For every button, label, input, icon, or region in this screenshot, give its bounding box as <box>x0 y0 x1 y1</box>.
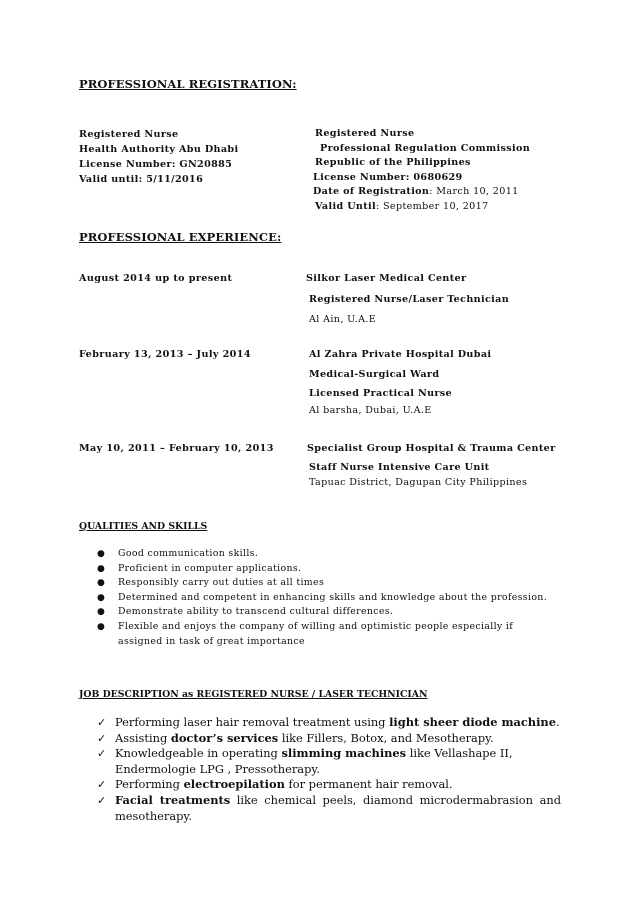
skill-item: ● Proficient in computer applications. <box>97 562 557 577</box>
ph-license <box>313 171 530 186</box>
ph-title: Registered Nurse <box>315 128 415 139</box>
job3-dates: May 10, 2011 – February 10, 2013 <box>79 443 274 454</box>
ph-valid-value: : September 10, 2017 <box>376 200 489 212</box>
skill-item: ● Responsibly carry out duties at all times <box>97 576 557 591</box>
ph-valid-label: Valid Until <box>315 200 377 212</box>
ph-date-registration <box>313 185 530 200</box>
job2-department: Medical-Surgical Ward <box>309 369 440 380</box>
ph-license-value: : 0680629 <box>405 171 463 183</box>
bullet-icon: ● <box>97 592 106 603</box>
checkmark-icon: ✓ <box>97 747 107 761</box>
checkmark-icon: ✓ <box>97 778 107 792</box>
uae-license: License Number: GN20885 <box>79 159 233 170</box>
bullet-icon: ● <box>97 578 106 589</box>
job1-dates: August 2014 up to present <box>79 273 233 284</box>
job2-dates: February 13, 2013 – July 2014 <box>79 349 251 360</box>
checkmark-icon: ✓ <box>97 793 107 807</box>
job1-location: Al Ain, U.A.E <box>309 314 377 325</box>
job-description-heading: JOB DESCRIPTION as REGISTERED NURSE / LASER TECHNICIAN <box>79 689 428 700</box>
checkmark-icon: ✓ <box>97 731 107 745</box>
duty-item: ✓ Performing electroepilation for permanent hair removal. <box>97 777 453 792</box>
bullet-icon: ● <box>97 549 106 559</box>
job3-location: Tapuac District, Dagupan City Philippines <box>309 477 528 488</box>
job2-position: Licensed Practical Nurse <box>309 388 453 399</box>
bullet-icon: ● <box>97 607 106 618</box>
skill-item: ● Determined and competent in enhancing skills and knowledge about the profession. <box>97 591 557 606</box>
uae-title: Registered Nurse <box>79 129 179 140</box>
ph-date-label: Date of Registration <box>313 186 430 198</box>
skills-list <box>97 547 557 649</box>
registration-heading: PROFESSIONAL REGISTRATION: <box>79 77 297 91</box>
ph-commission: Professional Regulation Commission <box>320 142 531 154</box>
uae-valid-until: Valid until: 5/11/2016 <box>79 174 204 185</box>
checkmark-icon: ✓ <box>97 716 107 729</box>
ph-valid-until <box>313 200 530 215</box>
duties-list <box>97 715 561 824</box>
duty-item: ✓ Performing laser hair removal treatment using light sheer diode machine. <box>97 715 560 729</box>
job2-employer: Al Zahra Private Hospital Dubai <box>309 349 492 360</box>
job1-employer: Silkor Laser Medical Center <box>306 273 467 284</box>
duty-item: ✓ Knowledgeable in operating slimming machines like Vellashape II, Endermologie LPG , Pressotherapy. <box>97 746 513 776</box>
skill-item: ● Demonstrate ability to transcend cultural differences. <box>97 605 557 620</box>
duty-item: ✓ Facial treatments like chemical peels, diamond microdermabrasion and mesotherapy. <box>97 792 562 823</box>
bullet-icon: ● <box>97 563 106 574</box>
ph-license-label: License Number <box>313 171 406 183</box>
job2-location: Al barsha, Dubai, U.A.E <box>309 405 432 416</box>
skill-item: ● Good communication skills. <box>97 547 557 562</box>
bullet-icon: ● <box>97 621 106 632</box>
job1-position: Registered Nurse/Laser Technician <box>309 294 510 305</box>
job3-employer: Specialist Group Hospital & Trauma Center <box>307 443 556 454</box>
duty-item: ✓ Assisting doctor’s services like Fillers, Botox, and Mesotherapy. <box>97 730 494 745</box>
ph-date-value: : March 10, 2011 <box>429 186 519 198</box>
experience-heading: PROFESSIONAL EXPERIENCE: <box>79 230 282 244</box>
job3-position: Staff Nurse Intensive Care Unit <box>309 462 490 473</box>
uae-authority: Health Authority Abu Dhabi <box>79 144 239 155</box>
skill-item: ● Flexible and enjoys the company of willing and optimistic people especially if assigned in task of great importance <box>97 620 514 647</box>
registration-ph-block <box>313 127 530 215</box>
ph-country: Republic of the Philippines <box>315 157 471 169</box>
registration-uae-block <box>79 127 238 187</box>
skills-heading: QUALITIES AND SKILLS <box>79 521 208 532</box>
